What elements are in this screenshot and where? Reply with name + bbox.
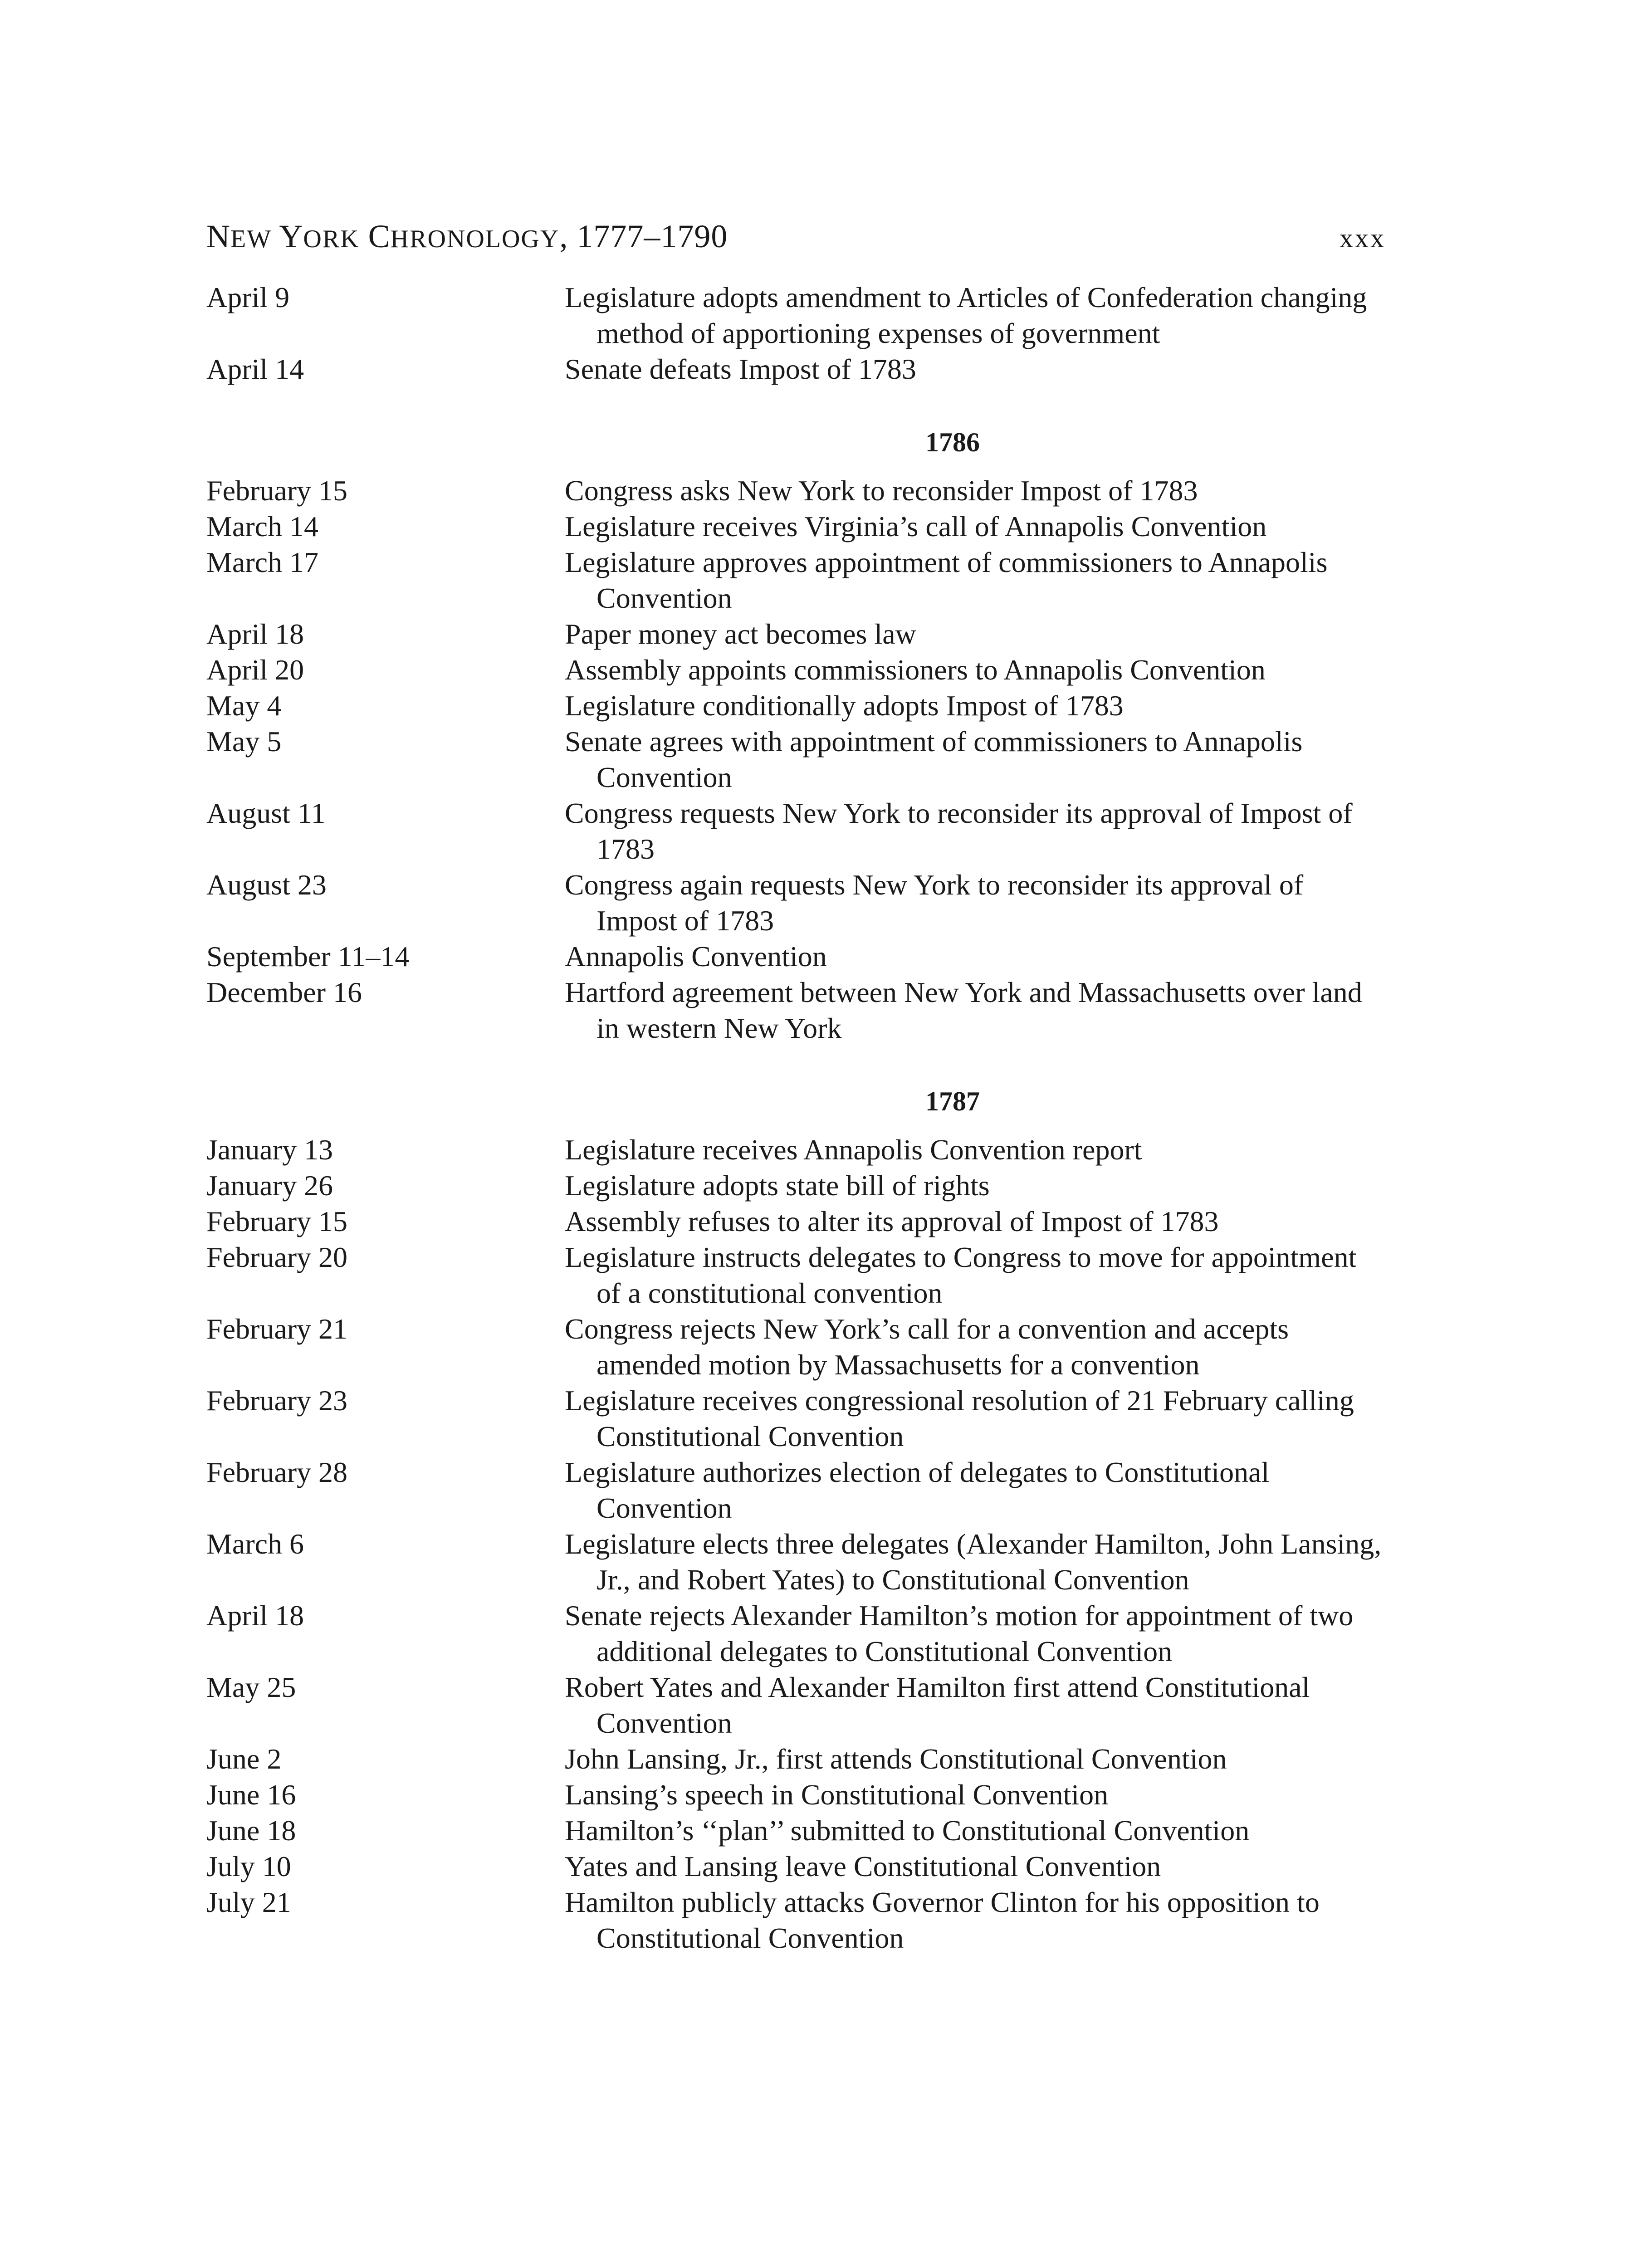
chronology-entry — [206, 544, 1386, 616]
entry-date: March 14 — [206, 510, 319, 543]
chronology-entry — [206, 473, 1386, 508]
entry-date: June 18 — [206, 1814, 296, 1847]
entry-date: February 23 — [206, 1384, 348, 1417]
entry-date: June 2 — [206, 1743, 282, 1775]
page-number: xxx — [1340, 223, 1386, 253]
entry-date: April 20 — [206, 654, 304, 686]
entry-date: December 16 — [206, 976, 362, 1008]
chronology-entry — [206, 616, 1386, 652]
year-heading: 1787 — [925, 1086, 980, 1116]
chronology-entry — [206, 1526, 1386, 1598]
entry-date: March 6 — [206, 1528, 304, 1560]
document-page — [206, 218, 1386, 1956]
year-section — [206, 425, 1386, 1046]
entry-date: August 23 — [206, 869, 327, 901]
entry-date: May 4 — [206, 689, 282, 722]
chronology-entry — [206, 1777, 1386, 1813]
chronology-entry — [206, 1669, 1386, 1741]
year-section — [206, 1084, 1386, 1956]
chronology-entry — [206, 688, 1386, 723]
year-heading: 1786 — [925, 427, 980, 457]
chronology-entry — [206, 1848, 1386, 1884]
entry-description: Congress asks New York to reconsider Impost of 1783 — [565, 474, 1198, 507]
entry-description: Congress rejects New York’s call for a convention and accepts amended motion by Massachusetts for a convention — [565, 1313, 1289, 1381]
entry-description: Legislature receives congressional resolution of 21 February calling Constitutional Convention — [565, 1384, 1354, 1452]
entry-description: Legislature conditionally adopts Impost of 1783 — [565, 689, 1124, 722]
entry-description: Senate agrees with appointment of commissioners to Annapolis Convention — [565, 725, 1303, 793]
entry-date: February 15 — [206, 1205, 348, 1237]
entry-date: April 18 — [206, 618, 304, 650]
chronology-entry — [206, 795, 1386, 867]
entry-date: June 16 — [206, 1779, 296, 1811]
entry-description: Congress again requests New York to reconsider its approval of Impost of 1783 — [565, 869, 1304, 937]
running-title: NEW YORK CHRONOLOGY, 1777–1790 — [206, 218, 728, 254]
chronology-entry — [206, 1168, 1386, 1203]
chronology-sections — [206, 425, 1386, 1956]
entry-description: John Lansing, Jr., first attends Constitutional Convention — [565, 1743, 1227, 1775]
chronology-entry — [206, 508, 1386, 544]
entry-description: Legislature authorizes election of delegates to Constitutional Convention — [565, 1456, 1270, 1524]
entry-date: February 20 — [206, 1241, 348, 1273]
entry-description: Hamilton’s ‘‘plan’’ submitted to Constitutional Convention — [565, 1814, 1250, 1847]
entry-description: Senate rejects Alexander Hamilton’s motion for appointment of two additional delegates to Constitutional Convention — [565, 1599, 1354, 1667]
chronology-entry — [206, 351, 1386, 387]
chronology-entry — [206, 1598, 1386, 1669]
chronology-entry — [206, 938, 1386, 974]
chronology-entry — [206, 723, 1386, 795]
entry-date: August 11 — [206, 797, 326, 829]
chronology-entry — [206, 1132, 1386, 1168]
entry-date: May 5 — [206, 725, 282, 758]
entry-description: Hartford agreement between New York and Massachusetts over land in western New York — [565, 976, 1362, 1044]
entry-date: February 15 — [206, 474, 348, 507]
entry-description: Legislature adopts amendment to Articles of Confederation changing method of apportioning expenses of government — [565, 281, 1367, 349]
chronology-entry — [206, 1311, 1386, 1383]
running-header — [206, 218, 1386, 261]
chronology-entry — [206, 1741, 1386, 1777]
entry-description: Hamilton publicly attacks Governor Clinton for his opposition to Constitutional Convention — [565, 1886, 1320, 1954]
chronology-entry — [206, 279, 1386, 351]
entry-description: Legislature receives Virginia’s call of Annapolis Convention — [565, 510, 1267, 543]
entry-description: Legislature receives Annapolis Convention report — [565, 1134, 1142, 1166]
chronology-entry — [206, 867, 1386, 938]
chronology-entry — [206, 1454, 1386, 1526]
chronology-entry — [206, 1383, 1386, 1454]
entry-description: Legislature instructs delegates to Congress to move for appointment of a constitutional convention — [565, 1241, 1357, 1309]
chronology-entry — [206, 652, 1386, 688]
entry-description: Assembly appoints commissioners to Annapolis Convention — [565, 654, 1266, 686]
entry-date: September 11–14 — [206, 940, 410, 973]
entry-date: April 9 — [206, 281, 290, 313]
entry-description: Yates and Lansing leave Constitutional Convention — [565, 1850, 1161, 1882]
entry-date: May 25 — [206, 1671, 296, 1703]
entry-description: Robert Yates and Alexander Hamilton first attend Constitutional Convention — [565, 1671, 1310, 1739]
entry-description: Legislature approves appointment of commissioners to Annapolis Convention — [565, 546, 1328, 614]
entry-description: Senate defeats Impost of 1783 — [565, 353, 916, 385]
entry-description: Legislature elects three delegates (Alexander Hamilton, John Lansing, Jr., and Robert Yates) to Constitutional Convention — [565, 1528, 1382, 1596]
entry-date: March 17 — [206, 546, 319, 578]
entry-date: July 21 — [206, 1886, 291, 1918]
entry-description: Congress requests New York to reconsider its approval of Impost of 1783 — [565, 797, 1353, 865]
chronology-entry — [206, 1239, 1386, 1311]
chronology-entry — [206, 974, 1386, 1046]
entry-date: February 28 — [206, 1456, 348, 1488]
entry-date: January 13 — [206, 1134, 333, 1166]
chronology-entry — [206, 1813, 1386, 1848]
entry-date: July 10 — [206, 1850, 291, 1882]
entry-description: Legislature adopts state bill of rights — [565, 1169, 990, 1202]
entry-description: Annapolis Convention — [565, 940, 827, 973]
intro-entries — [206, 279, 1386, 387]
entry-description: Paper money act becomes law — [565, 618, 916, 650]
entry-date: April 18 — [206, 1599, 304, 1632]
entry-date: January 26 — [206, 1169, 333, 1202]
entry-date: April 14 — [206, 353, 304, 385]
entry-description: Assembly refuses to alter its approval of Impost of 1783 — [565, 1205, 1219, 1237]
entry-description: Lansing’s speech in Constitutional Convention — [565, 1779, 1109, 1811]
entry-date: February 21 — [206, 1313, 348, 1345]
chronology-entry — [206, 1203, 1386, 1239]
chronology-entry — [206, 1884, 1386, 1956]
